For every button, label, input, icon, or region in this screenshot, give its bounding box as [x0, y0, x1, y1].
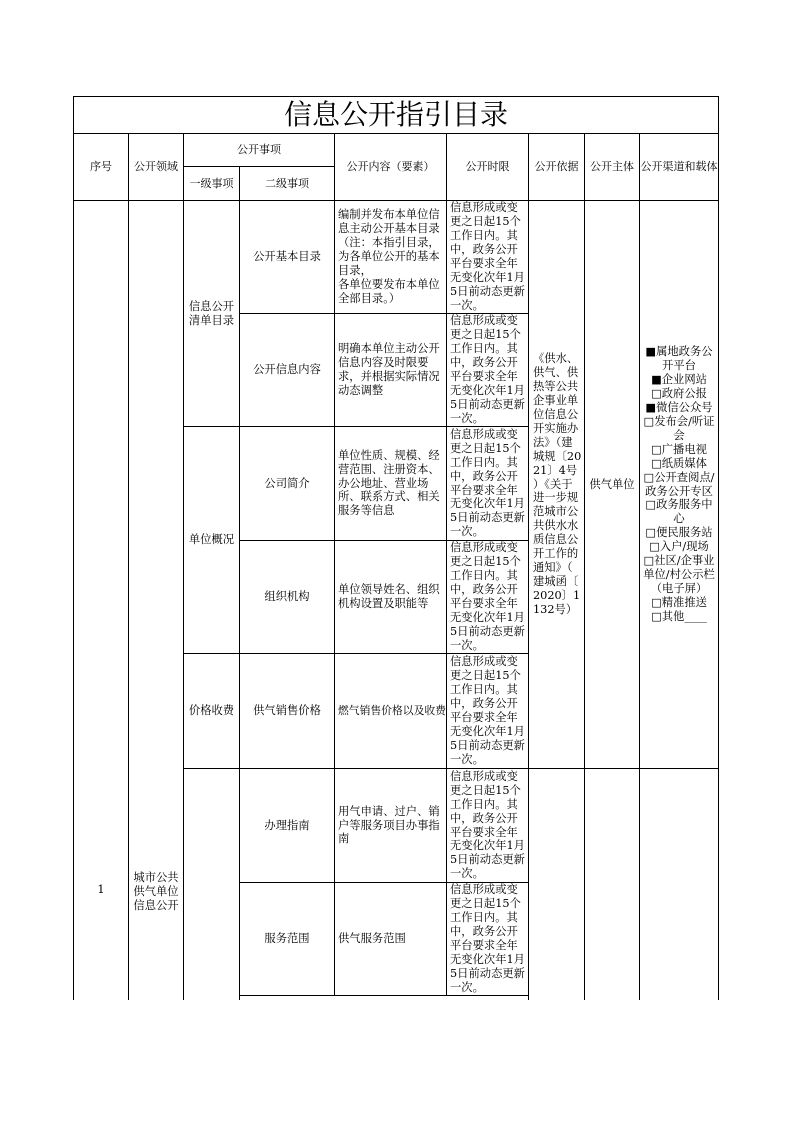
level2-cell: [239, 426, 335, 541]
header-channels: 公开渠道和载体: [640, 160, 718, 174]
level2-cell: [239, 540, 335, 654]
basis-cell-empty: [528, 768, 585, 1000]
document-title: 信息公开指引目录: [283, 98, 508, 131]
level1-label: 信息公开清单目录: [188, 299, 235, 327]
header-content-cell: [334, 133, 447, 201]
channel-item: □广播电视: [651, 442, 707, 456]
level2-label: 办理指南: [264, 818, 310, 832]
level1-cell: [183, 653, 240, 769]
level1-label: 价格收费: [188, 704, 235, 718]
subject-text: 供气单位: [589, 477, 635, 491]
content-text: 燃气销售价格以及收费: [338, 704, 446, 718]
channels-list: [640, 345, 718, 623]
content-text: 明确本单位主动公开信息内容及时限要求，并根据实际情况动态调整: [338, 342, 440, 397]
content-cell: [334, 426, 447, 541]
level2-cell: [239, 653, 335, 769]
channel-item: □发布会/听证会: [643, 414, 715, 442]
channel-item: □入户/现场: [649, 540, 709, 554]
subject-cell-empty: [584, 768, 640, 1000]
domain-label: 城市公共供气单位信息公开: [133, 871, 179, 912]
content-cell: [334, 200, 447, 314]
level1-cell: [183, 200, 240, 427]
channel-item: ■属地政务公开平台: [645, 345, 713, 373]
channel-item: □纸质媒体: [651, 456, 707, 470]
level2-cell: [239, 882, 335, 996]
header-basis-cell: [528, 133, 585, 201]
time-limit-text: 信息形成或变更之日起15个工作日内。其中，政务公开平台要求全年无变化次年1月5日前动态更新一次。: [450, 314, 525, 425]
header-subject-cell: [584, 133, 640, 201]
content-cell: [334, 768, 447, 883]
level2-label: 供气销售价格: [253, 704, 321, 718]
level2-cell: [239, 313, 335, 427]
channel-item: □便民服务站: [645, 526, 713, 540]
time-limit-text: 信息形成或变更之日起15个工作日内。其中，政务公开平台要求全年无变化次年1月5日前动态更新一次。: [450, 769, 525, 881]
time-limit-cell: [446, 200, 529, 314]
basis-cell: [528, 200, 585, 769]
subject-cell: [584, 200, 640, 769]
level1-cell-empty: [183, 768, 240, 1000]
level2-label: 服务范围: [264, 932, 310, 946]
channel-item: □其他____: [651, 609, 707, 623]
level2-label: 公开信息内容: [253, 363, 321, 377]
header-level1-cell: [183, 166, 240, 201]
level2-cell: [239, 200, 335, 314]
header-time-limit-cell: [446, 133, 529, 201]
header-basis: 公开依据: [534, 160, 579, 174]
level1-cell: [183, 426, 240, 654]
channels-cell: [639, 200, 719, 769]
header-level1: 一级事项: [189, 176, 234, 190]
header-items-group-cell: [183, 133, 335, 167]
index-value: 1: [97, 883, 105, 896]
content-text: 编制并发布本单位信息主动公开基本目录（注：本指引目录，为各单位公开的基本目录， 各单位要发布本单位全部目录。）: [338, 208, 440, 305]
index-cell: [73, 200, 129, 1000]
domain-cell: [128, 200, 184, 1000]
level2-label: 公司简介: [264, 476, 310, 490]
level2-label: 组织机构: [264, 590, 310, 604]
time-limit-cell: [446, 882, 529, 996]
content-cell: [334, 540, 447, 654]
channel-item: □政府公报: [651, 387, 707, 401]
channels-cell-empty: [639, 768, 719, 1000]
header-channels-cell: [639, 133, 719, 201]
time-limit-text: 信息形成或变更之日起15个工作日内。其中，政务公开平台要求全年无变化次年1月5日前动态更新一次。: [450, 655, 525, 766]
level2-cell: [239, 768, 335, 883]
content-cell: [334, 313, 447, 427]
header-domain: 公开领域: [134, 160, 178, 174]
content-cell: [334, 882, 447, 996]
content-text: 单位领导姓名、组织机构设置及职能等: [338, 583, 440, 610]
level1-label: 单位概况: [188, 533, 235, 547]
header-content: 公开内容（要素）: [346, 160, 435, 174]
channel-item: □政务服务中心: [645, 498, 713, 526]
header-items-group: 公开事项: [237, 143, 281, 157]
time-limit-text: 信息形成或变更之日起15个工作日内。其中，政务公开平台要求全年无变化次年1月5日前动态更新一次。: [450, 541, 525, 652]
time-limit-text: 信息形成或变更之日起15个工作日内。其中，政务公开平台要求全年无变化次年1月5日前动态更新一次。: [450, 883, 525, 994]
channel-item: ■微信公众号: [645, 401, 713, 415]
time-limit-text: 信息形成或变更之日起15个工作日内。其中，政务公开平台要求全年无变化次年1月5日前动态更新一次。: [450, 201, 525, 312]
time-limit-cell: [446, 426, 529, 541]
content-text: 单位性质、规模、经营范围、注册资本、办公地址、营业场所、联系方式、相关服务等信息: [338, 448, 440, 518]
header-level2-cell: [239, 166, 335, 201]
content-text: 用气申请、过户、销户等服务项目办事指南: [338, 804, 440, 846]
time-limit-cell: [446, 768, 529, 883]
time-limit-cell: [446, 540, 529, 654]
time-limit-cell: [446, 653, 529, 769]
channel-item: □精准推送: [651, 595, 707, 609]
title-cell: [73, 96, 719, 134]
header-level2: 二级事项: [265, 176, 309, 190]
header-index: 序号: [90, 160, 112, 174]
time-limit-text: 信息形成或变更之日起15个工作日内。其中，政务公开平台要求全年无变化次年1月5日前动态更新一次。: [450, 427, 525, 539]
time-limit-cell: [446, 313, 529, 427]
header-index-cell: [73, 133, 129, 201]
level2-label: 公开基本目录: [253, 250, 321, 264]
header-subject: 公开主体: [590, 160, 634, 174]
channel-item: □社区/企事业单位/村公示栏（电子屏）: [643, 554, 715, 595]
channel-item: □公开查阅点/政务公开专区: [643, 470, 715, 498]
header-domain-cell: [128, 133, 184, 201]
channel-item: ■企业网站: [651, 373, 707, 387]
content-text: 供气服务范围: [338, 932, 406, 946]
content-cell: [334, 653, 447, 769]
basis-text: 《供水、供气、供热等公共企事业单位信息公开实施办法》（建城规〔2021〕4号）《关于进一步规范城市公共供水水质信息公开工作的通知》（建城函〔2020〕1132号）: [533, 352, 582, 616]
header-time-limit: 公开时限: [465, 160, 510, 174]
